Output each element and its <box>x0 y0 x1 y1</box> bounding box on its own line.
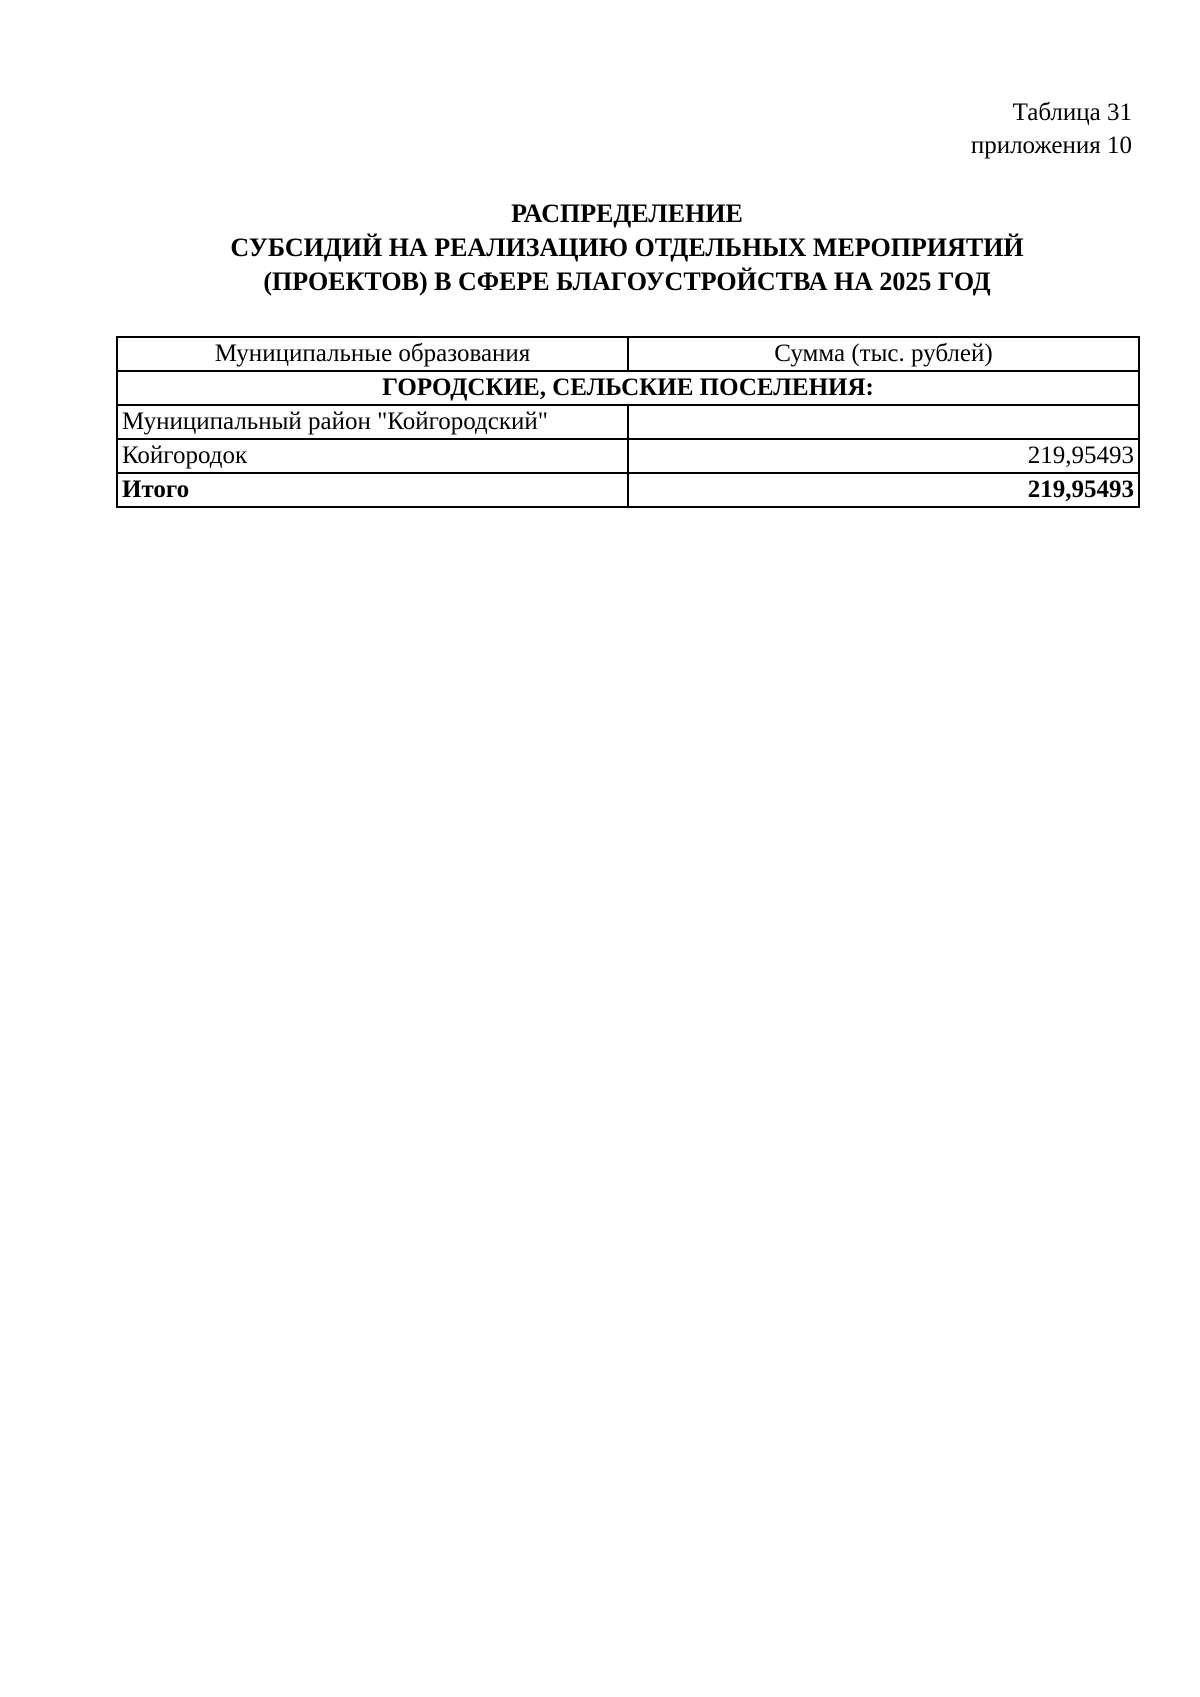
document-title <box>116 197 1138 299</box>
table-number: Таблица 31 <box>1012 99 1132 126</box>
amount-value <box>628 405 1139 439</box>
section-heading-row <box>117 371 1139 405</box>
column-header-municipality: Муниципальные образования <box>117 337 628 371</box>
section-heading: ГОРОДСКИЕ, СЕЛЬСКИЕ ПОСЕЛЕНИЯ: <box>117 371 1139 405</box>
total-row <box>117 473 1139 507</box>
table-header-row <box>117 337 1139 371</box>
title-line-3: (ПРОЕКТОВ) В СФЕРЕ БЛАГОУСТРОЙСТВА НА 2025 ГОД <box>263 267 991 296</box>
municipality-name: Койгородок <box>117 439 628 473</box>
table-reference <box>971 96 1132 162</box>
table-row <box>117 439 1139 473</box>
appendix-number: приложения 10 <box>970 132 1132 159</box>
total-amount: 219,95493 <box>628 473 1139 507</box>
table-row <box>117 405 1139 439</box>
municipality-name: Муниципальный район "Койгородский" <box>117 405 628 439</box>
total-label: Итого <box>117 473 628 507</box>
title-line-2: СУБСИДИЙ НА РЕАЛИЗАЦИЮ ОТДЕЛЬНЫХ МЕРОПРИЯТИЙ <box>230 233 1024 262</box>
subsidy-table <box>116 336 1140 508</box>
amount-value: 219,95493 <box>628 439 1139 473</box>
title-line-1: РАСПРЕДЕЛЕНИЕ <box>511 199 743 228</box>
column-header-amount: Сумма (тыс. рублей) <box>628 337 1139 371</box>
